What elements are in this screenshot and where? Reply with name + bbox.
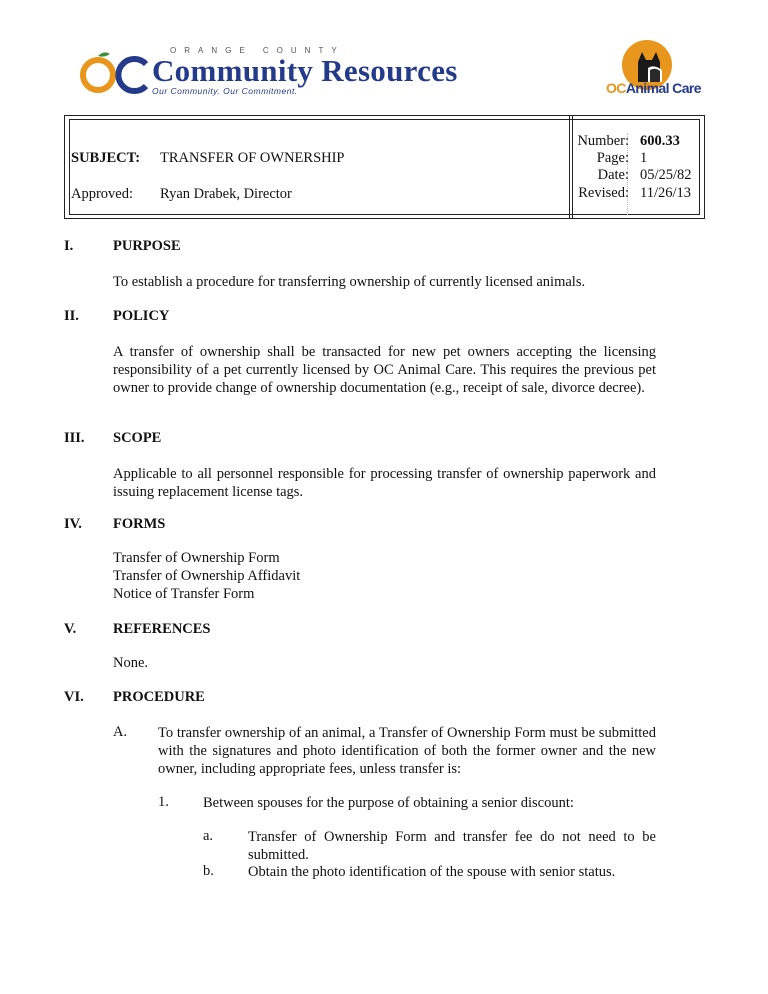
substep-number: 1. [158, 794, 169, 810]
meta-page-label: Page: [596, 150, 629, 166]
meta-revised-row [569, 185, 702, 203]
section-heading: PROCEDURE [113, 689, 205, 705]
form-list-item: Transfer of Ownership Affidavit [113, 568, 301, 584]
section-numeral: IV. [64, 516, 82, 532]
section-heading: PURPOSE [113, 238, 181, 254]
subject-label: SUBJECT: [71, 150, 141, 166]
meta-date-value: 05/25/82 [640, 167, 692, 183]
meta-number-row [569, 133, 702, 151]
meta-page-value: 1 [640, 150, 648, 166]
item-letter: a. [203, 828, 214, 844]
step-text: To transfer ownership of an animal, a Transfer of Ownership Form must be submitted with the signatures and photo identification of both the former owner and the new owner, including appropriate fees, unless transfer is: [158, 725, 656, 777]
section-paragraph: None. [113, 655, 149, 671]
approved-label: Approved: [71, 186, 134, 202]
form-list-item: Notice of Transfer Form [113, 586, 255, 602]
meta-date-label: Date: [597, 167, 629, 183]
section-numeral: III. [64, 430, 85, 446]
meta-page-row [569, 150, 702, 168]
item-text: Obtain the photo identification of the spouse with senior status. [248, 864, 616, 880]
approved-value: Ryan Drabek, Director [160, 186, 292, 202]
meta-number-label: Number: [577, 133, 629, 149]
section-numeral: V. [64, 621, 77, 637]
item-text: Transfer of Ownership Form and transfer fee do not need to be submitted. [248, 829, 656, 863]
oc-community-resources-logo [78, 44, 548, 100]
section-heading: REFERENCES [113, 621, 211, 637]
section-heading: SCOPE [113, 430, 162, 446]
section-numeral: II. [64, 308, 79, 324]
section-heading: POLICY [113, 308, 170, 324]
logo-title-text: Community Resources [152, 53, 458, 88]
logo-county-text: ORANGE COUNTY [170, 46, 345, 55]
meta-revised-value: 11/26/13 [640, 185, 692, 201]
animal-care-wordmark [606, 80, 701, 96]
step-letter: A. [113, 724, 128, 740]
subject-value: TRANSFER OF OWNERSHIP [160, 150, 345, 166]
meta-revised-label: Revised: [578, 185, 629, 201]
section-paragraph: To establish a procedure for transferring ownership of currently licensed animals. [113, 274, 586, 290]
meta-number-value: 600.33 [640, 133, 680, 149]
section-numeral: I. [64, 238, 74, 254]
section-paragraph: Applicable to all personnel responsible for processing transfer of ownership paperwork and issuing replacement license tags. [113, 466, 656, 500]
oc-logo-mark-icon [78, 50, 154, 94]
oc-animal-care-logo [600, 40, 700, 104]
animal-care-name-text: Animal Care [625, 80, 701, 96]
form-list-item: Transfer of Ownership Form [113, 550, 280, 566]
logo-tagline-text: Our Community. Our Commitment. [152, 86, 298, 96]
meta-date-row [569, 167, 702, 185]
substep-text: Between spouses for the purpose of obtaining a senior discount: [203, 795, 574, 811]
item-letter: b. [203, 863, 214, 879]
section-heading: FORMS [113, 516, 166, 532]
pet-silhouette-icon [634, 48, 664, 82]
section-paragraph: A transfer of ownership shall be transacted for new pet owners accepting the licensing responsibility of a pet currently licensed by OC Animal Care. This requires the previous pet owner to provide change of ownership documentation (e.g., receipt of sale, divorce decree). [113, 344, 656, 396]
section-numeral: VI. [64, 689, 84, 705]
policy-header-box [64, 115, 705, 219]
animal-care-oc-text: OC [606, 80, 626, 96]
